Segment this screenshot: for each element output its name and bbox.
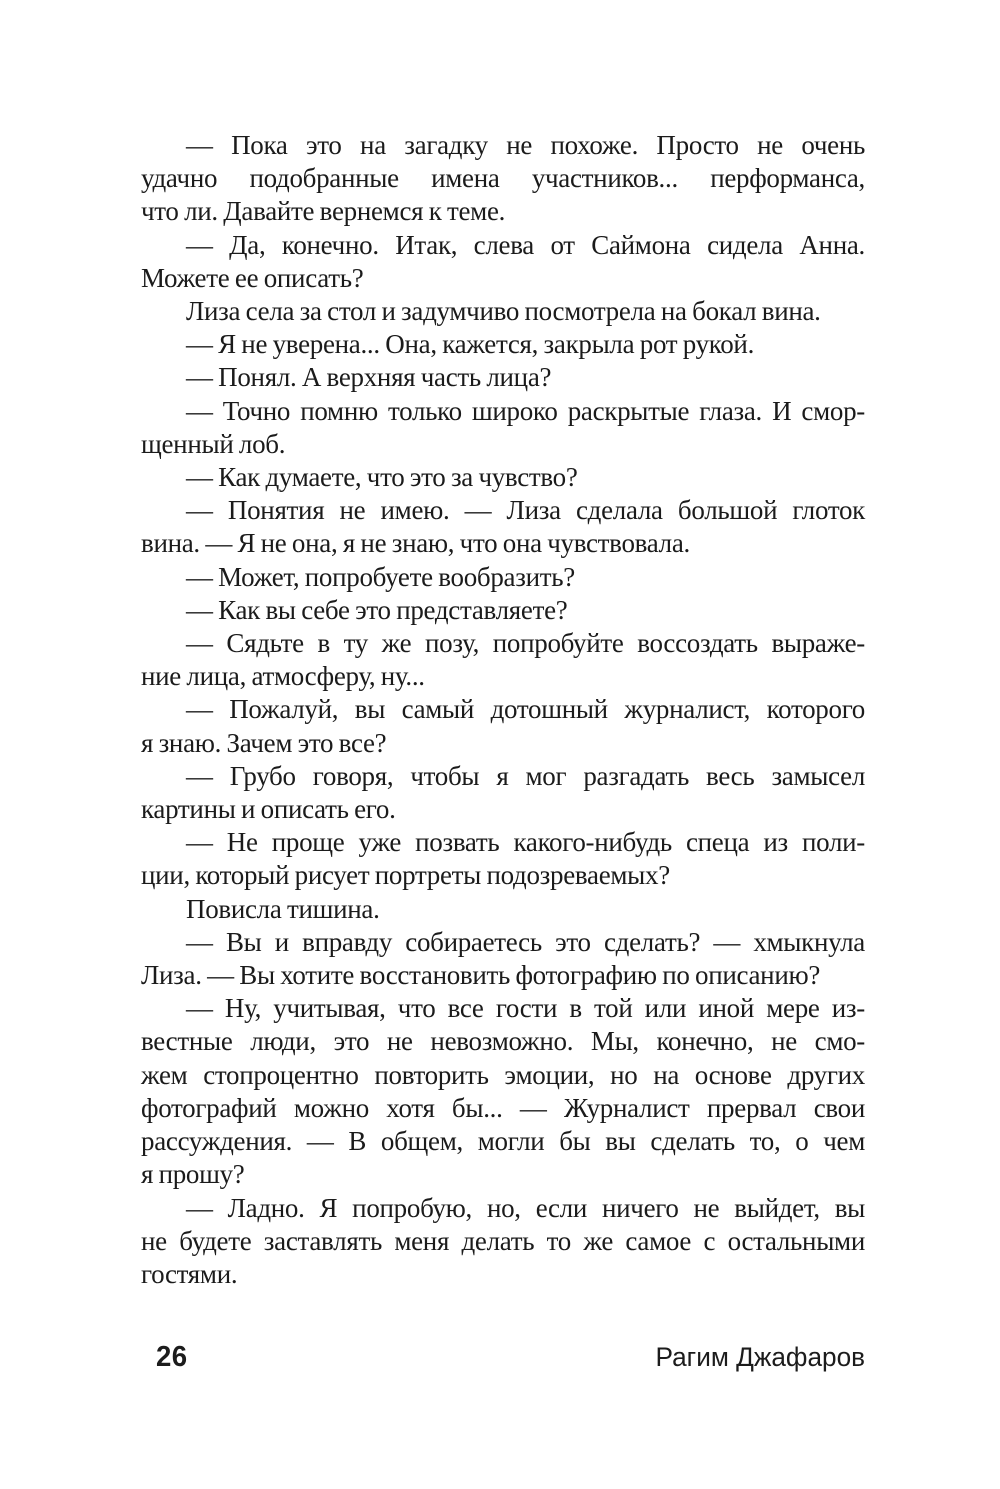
text-line: картины и описать его. [141, 794, 396, 825]
paragraph [141, 693, 865, 759]
text-line: Можете ее описать? [141, 262, 364, 293]
text-line: — Ладно. Я попробую, но, если ничего не выйдет, вы [186, 1192, 865, 1223]
text-line: я знаю. Зачем это все? [141, 727, 387, 758]
text-line: — Понял. А верхняя часть лица? [186, 362, 552, 393]
text-line: Лиза. — Вы хотите восстановить фотографию по описанию? [141, 960, 821, 991]
text-line: — Может, попробуете вообразить? [186, 561, 575, 592]
text-line: — Да, конечно. Итак, слева от Саймона сидела Анна. [186, 229, 865, 260]
text-line: Повисла тишина. [186, 893, 380, 924]
text-line: гостями. [141, 1258, 238, 1289]
text-line: — Не проще уже позвать какого-нибудь спеца из поли- [186, 827, 865, 858]
text-line: рассуждения. — В общем, могли бы вы сделать то, о чем [141, 1126, 865, 1157]
text-line: вина. — Я не она, я не знаю, что она чувствовала. [141, 528, 690, 559]
paragraph [141, 893, 865, 926]
paragraph [141, 926, 865, 992]
text-line: — Как вы себе это представляете? [186, 594, 568, 625]
paragraph [141, 760, 865, 826]
text-line: удачно подобранные имена участников... перформанса, [141, 163, 865, 194]
paragraph [141, 826, 865, 892]
paragraph [141, 295, 865, 328]
paragraph [141, 361, 865, 394]
paragraph [141, 229, 865, 295]
paragraph [141, 1192, 865, 1292]
paragraph [141, 992, 865, 1191]
text-line: Лиза села за стол и задумчиво посмотрела на бокал вина. [186, 296, 821, 327]
author-name: Рагим Джафаров [655, 1342, 865, 1372]
book-text [141, 129, 865, 1291]
text-line: я прошу? [141, 1159, 245, 1190]
text-line: — Пожалуй, вы самый дотошный журналист, которого [186, 694, 865, 725]
text-line: — Грубо говоря, чтобы я мог разгадать весь замысел [186, 760, 865, 791]
text-line: ции, который рисует портреты подозреваемых? [141, 860, 670, 891]
text-line: — Точно помню только широко раскрытые глаза. И смор- [186, 395, 865, 426]
text-line: жем стопроцентно повторить эмоции, но на основе других [141, 1059, 865, 1090]
paragraph [141, 129, 865, 229]
text-line: щенный лоб. [141, 428, 286, 459]
page-footer [0, 1341, 1000, 1381]
text-line: — Как думаете, что это за чувство? [186, 462, 578, 493]
paragraph [141, 627, 865, 693]
paragraph [141, 494, 865, 560]
text-line: — Ну, учитывая, что все гости в той или иной мере из- [186, 993, 865, 1024]
text-line: фотографий можно хотя бы... — Журналист прервал свои [141, 1092, 865, 1123]
page-number: 26 [156, 1341, 188, 1373]
text-line: — Вы и вправду собираетесь это сделать? — хмыкнула [186, 926, 865, 957]
text-line: вестные люди, это не невозможно. Мы, конечно, не смо- [141, 1026, 865, 1057]
paragraph [141, 395, 865, 461]
paragraph [141, 328, 865, 361]
paragraph [141, 561, 865, 594]
paragraph [141, 461, 865, 494]
text-line: — Пока это на загадку не похоже. Просто не очень [186, 130, 865, 160]
paragraph [141, 594, 865, 627]
text-line: — Понятия не имею. — Лиза сделала большой глоток [186, 495, 865, 526]
text-line: — Сядьте в ту же позу, попробуйте воссоздать выраже- [186, 628, 865, 659]
text-line: — Я не уверена... Она, кажется, закрыла рот рукой. [186, 329, 755, 360]
text-line: ние лица, атмосферу, ну... [141, 661, 425, 692]
text-line: что ли. Давайте вернемся к теме. [141, 196, 506, 227]
text-line: не будете заставлять меня делать то же самое с остальными [141, 1225, 865, 1256]
